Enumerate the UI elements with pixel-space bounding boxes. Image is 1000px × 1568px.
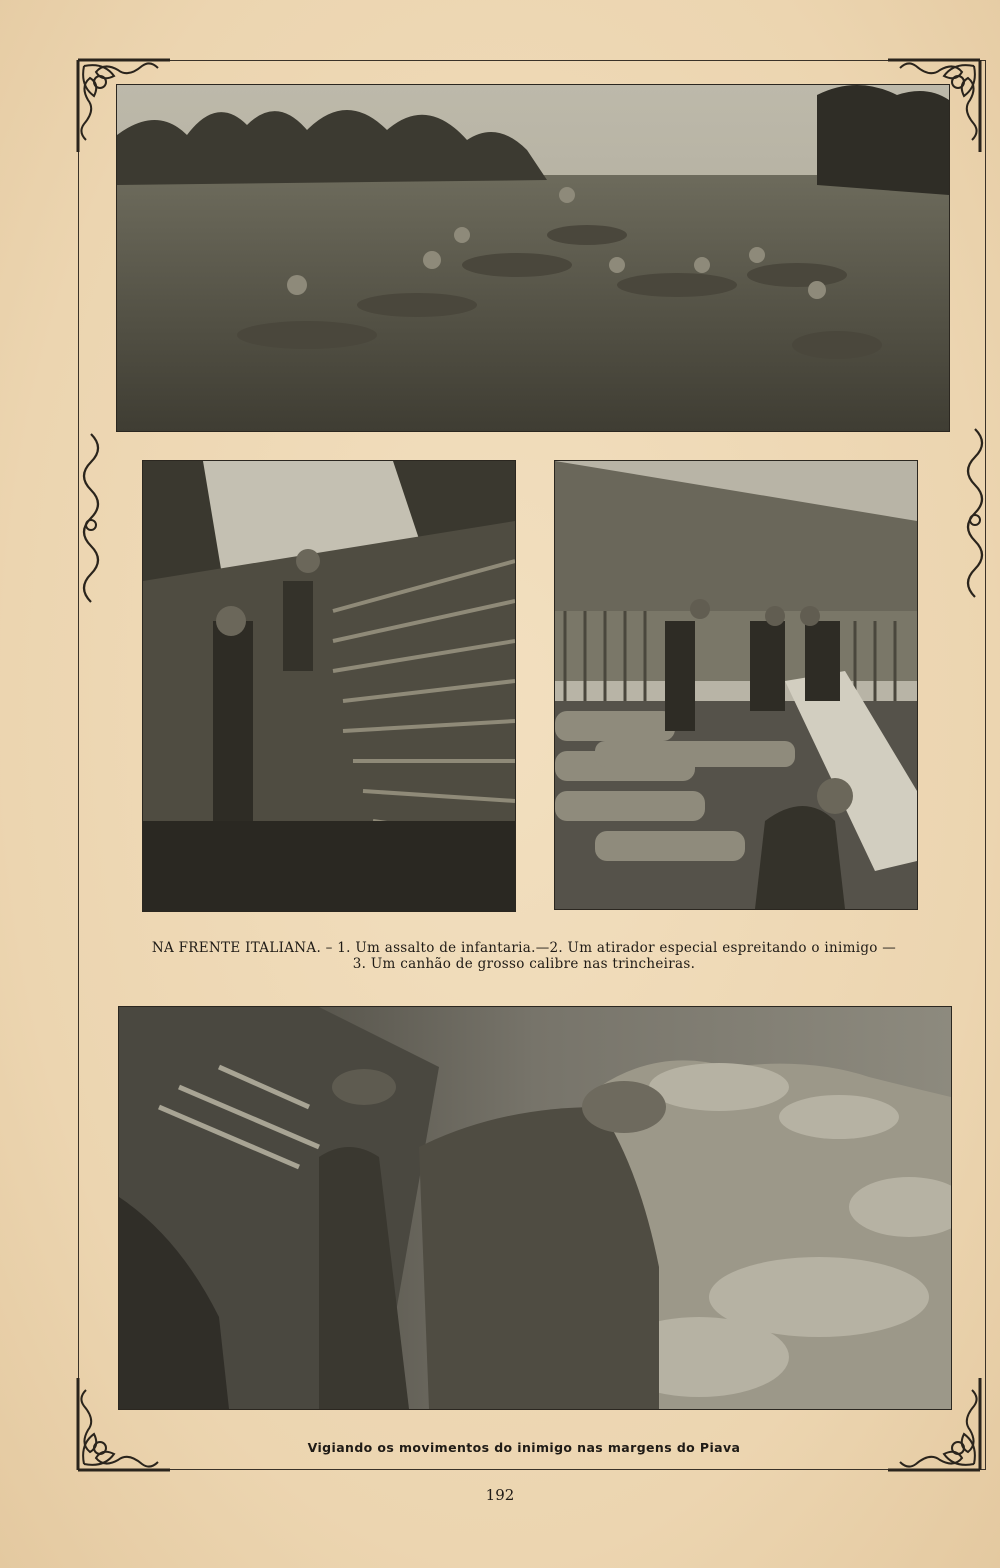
side-ornament-left: [74, 430, 108, 620]
photo-watching-enemy: [118, 1006, 952, 1410]
caption-italian-front: [120, 940, 928, 972]
photo-sniper-trench: [142, 460, 516, 912]
photo-heavy-gun: [554, 460, 918, 910]
caption-piava: Vigiando os movimentos do inimigo nas margens do Piava: [307, 1440, 741, 1455]
photo-infantry-assault: [116, 84, 950, 432]
caption-line-2: 3. Um canhão de grosso calibre nas trincheiras.: [352, 956, 696, 972]
page-number: 192: [485, 1486, 515, 1504]
side-ornament-right: [958, 425, 992, 615]
caption-line-1: NA FRENTE ITALIANA. – 1. Um assalto de infantaria.—2. Um atirador especial espreitando o inimigo —: [151, 940, 897, 956]
